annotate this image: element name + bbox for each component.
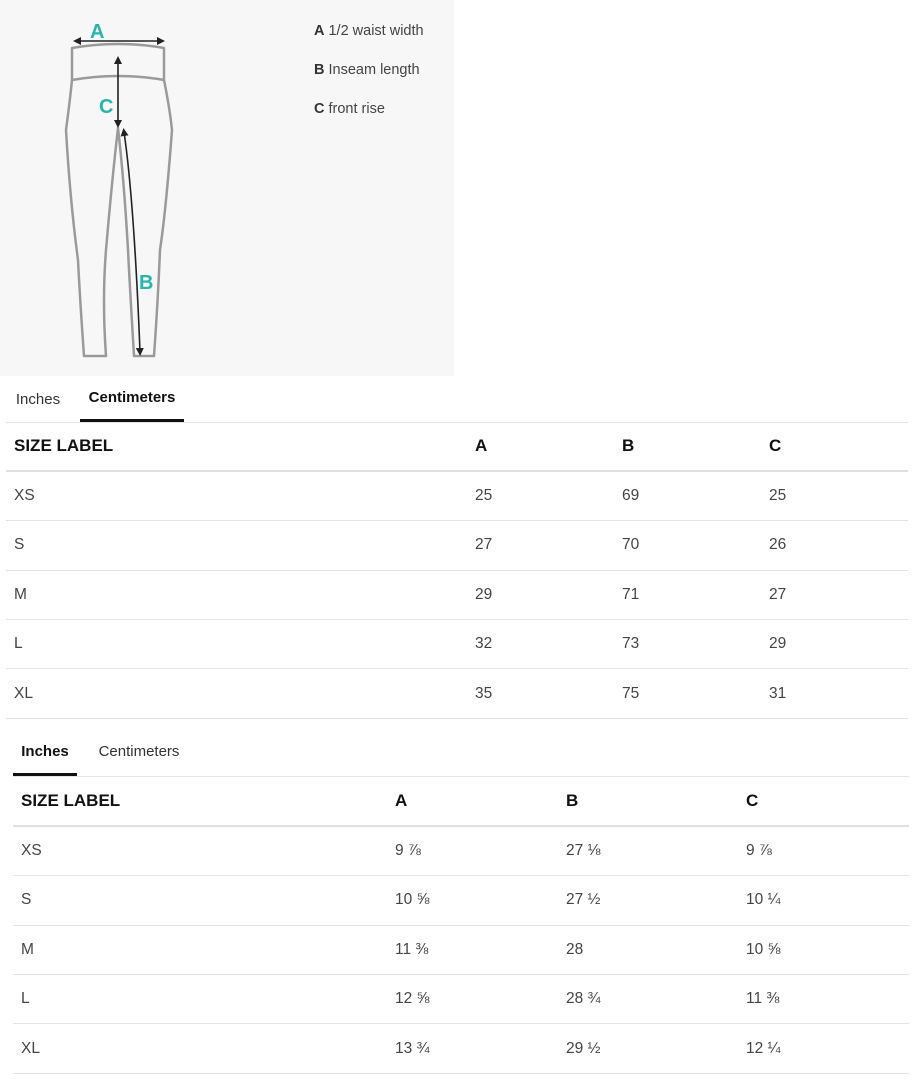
legend-key: C	[314, 101, 325, 117]
table-row	[6, 669, 908, 718]
marker-c-label: C	[99, 96, 114, 118]
a-cell: 13 ¾	[387, 1024, 558, 1073]
table-row	[6, 471, 908, 520]
b-cell: 27 ½	[558, 876, 738, 925]
header-c: C	[761, 422, 908, 471]
c-cell: 11 ⅜	[738, 975, 909, 1024]
legend-item-b	[314, 61, 424, 100]
table-row	[13, 925, 909, 974]
size-diagram-panel	[0, 0, 454, 376]
c-cell: 12 ¼	[738, 1024, 909, 1073]
a-cell: 12 ⅝	[387, 975, 558, 1024]
b-cell: 29 ½	[558, 1024, 738, 1073]
marker-b-label: B	[139, 272, 154, 294]
b-cell: 28	[558, 925, 738, 974]
size-cell: XS	[6, 471, 467, 520]
table-row	[13, 975, 909, 1024]
b-cell: 73	[614, 620, 761, 669]
a-cell: 27	[467, 521, 614, 570]
table-row	[6, 521, 908, 570]
legend-item-c	[314, 100, 424, 139]
a-cell: 29	[467, 570, 614, 619]
size-cell: S	[6, 521, 467, 570]
b-cell: 70	[614, 521, 761, 570]
tab-inches[interactable]: Inches	[13, 738, 77, 776]
c-cell: 29	[761, 620, 908, 669]
b-cell: 71	[614, 570, 761, 619]
table-header-row	[13, 777, 909, 826]
marker-a-label: A	[90, 21, 105, 43]
header-b: B	[558, 777, 738, 826]
legend-key: A	[314, 23, 325, 39]
legend-text: front rise	[328, 101, 385, 117]
b-cell: 27 ⅛	[558, 826, 738, 875]
tab-inches[interactable]: Inches	[15, 390, 61, 408]
c-cell: 25	[761, 471, 908, 520]
header-a: A	[387, 777, 558, 826]
c-cell: 27	[761, 570, 908, 619]
a-cell: 25	[467, 471, 614, 520]
table-row	[6, 570, 908, 619]
header-b: B	[614, 422, 761, 471]
header-size-label: SIZE LABEL	[13, 777, 387, 826]
a-cell: 35	[467, 669, 614, 718]
table-header-row	[6, 422, 908, 471]
a-cell: 11 ⅜	[387, 925, 558, 974]
a-cell: 32	[467, 620, 614, 669]
size-table-centimeters	[6, 422, 908, 719]
size-cell: L	[6, 620, 467, 669]
measurement-legend	[314, 22, 424, 139]
table-row	[13, 826, 909, 875]
c-cell: 26	[761, 521, 908, 570]
tab-centimeters[interactable]: Centimeters	[80, 376, 184, 422]
table-row	[6, 620, 908, 669]
header-a: A	[467, 422, 614, 471]
tab-centimeters[interactable]: Centimeters	[98, 743, 180, 760]
legend-key: B	[314, 62, 325, 78]
size-table-inches	[13, 777, 909, 1074]
b-cell: 69	[614, 471, 761, 520]
size-cell: M	[13, 925, 387, 974]
c-cell: 10 ¼	[738, 876, 909, 925]
legend-text: Inseam length	[328, 62, 420, 78]
size-cell: XL	[13, 1024, 387, 1073]
leggings-outline	[66, 44, 172, 356]
c-cell: 9 ⅞	[738, 826, 909, 875]
size-cell: M	[6, 570, 467, 619]
legend-text: 1/2 waist width	[328, 23, 424, 39]
c-cell: 31	[761, 669, 908, 718]
unit-tabs-inches-section	[13, 738, 909, 777]
b-cell: 28 ¾	[558, 975, 738, 1024]
table-row	[13, 1024, 909, 1073]
unit-tabs-centimeters-section	[6, 376, 908, 423]
size-cell: L	[13, 975, 387, 1024]
c-cell: 10 ⅝	[738, 925, 909, 974]
size-cell: S	[13, 876, 387, 925]
size-cell: XL	[6, 669, 467, 718]
b-cell: 75	[614, 669, 761, 718]
table-row	[13, 876, 909, 925]
a-cell: 10 ⅝	[387, 876, 558, 925]
size-cell: XS	[13, 826, 387, 875]
header-c: C	[738, 777, 909, 826]
legend-item-a	[314, 22, 424, 61]
header-size-label: SIZE LABEL	[6, 422, 467, 471]
a-cell: 9 ⅞	[387, 826, 558, 875]
